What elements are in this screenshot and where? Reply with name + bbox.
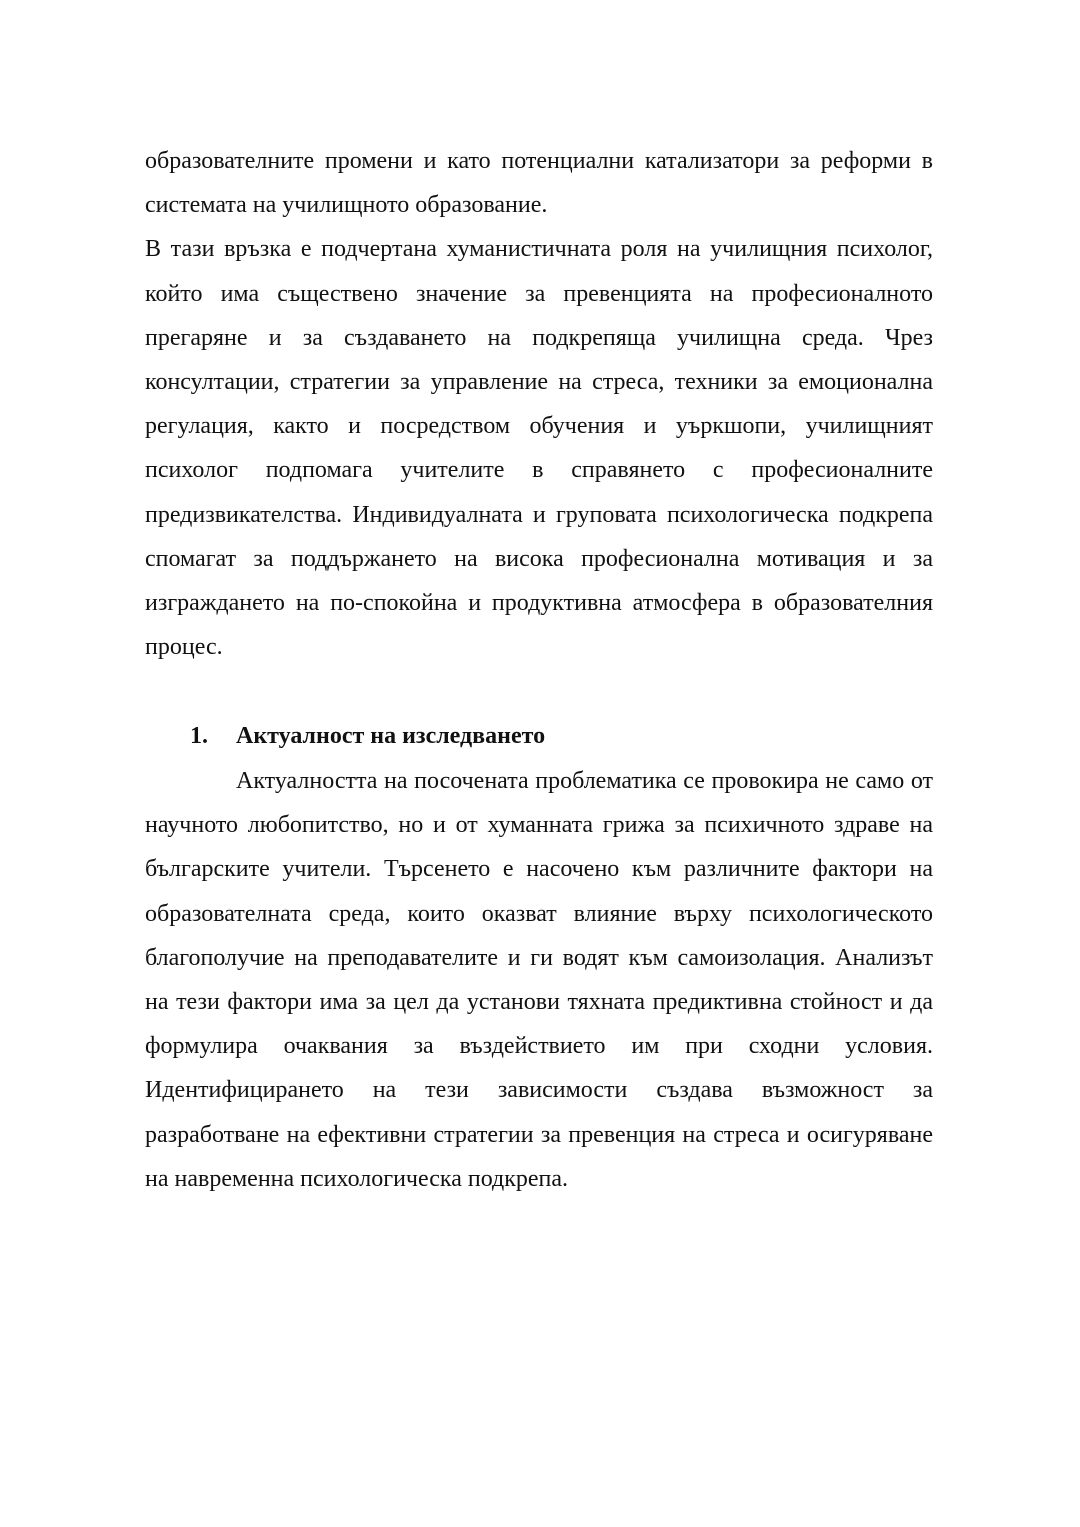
section-heading xyxy=(190,714,545,758)
section-text-block xyxy=(145,759,933,1201)
section-paragraph: Актуалността на посочената проблематика се провокира не само от научното любопитство, но и от хуманната грижа за психичното здраве на българските учители. Търсенето е насочено към различните фактори на образователната среда, които оказват влияние върху психологическото благополучие на преподавателите и ги водят към самоизолация. Анализът на тези фактори има за цел да установи тяхната предиктивна стойност и да формулира очаквания за въздействието им при сходни условия. Идентифицирането на тези зависимости създава възможност за разработване на ефективни стратегии за превенция на стреса и осигуряване на навременна психологическа подкрепа. xyxy=(145,768,933,1192)
section-title: Актуалност на изследването xyxy=(236,723,546,749)
intro-text-block xyxy=(145,139,933,669)
continuation-paragraph: образователните промени и като потенциални катализатори за реформи в системата на училищното образование. xyxy=(145,148,933,219)
paragraph-psychologist-role: В тази връзка е подчертана хуманистичната роля на училищния психолог, който има съществено значение за превенцията на професионалното прегаряне и за създаването на подкрепяща училищна среда. Чрез консултации, стратегии за управление на стреса, техники за емоционална регулация, както и посредством обучения и уъркшопи, училищният психолог подпомага учителите в справянето с професионалните предизвикателства. Индивидуалната и груповата психологическа подкрепа спомагат за поддържането на висока професионална мотивация и за изграждането на по-спокойна и продуктивна атмосфера в образователния процес. xyxy=(145,236,933,661)
section-number: 1. xyxy=(190,723,208,749)
